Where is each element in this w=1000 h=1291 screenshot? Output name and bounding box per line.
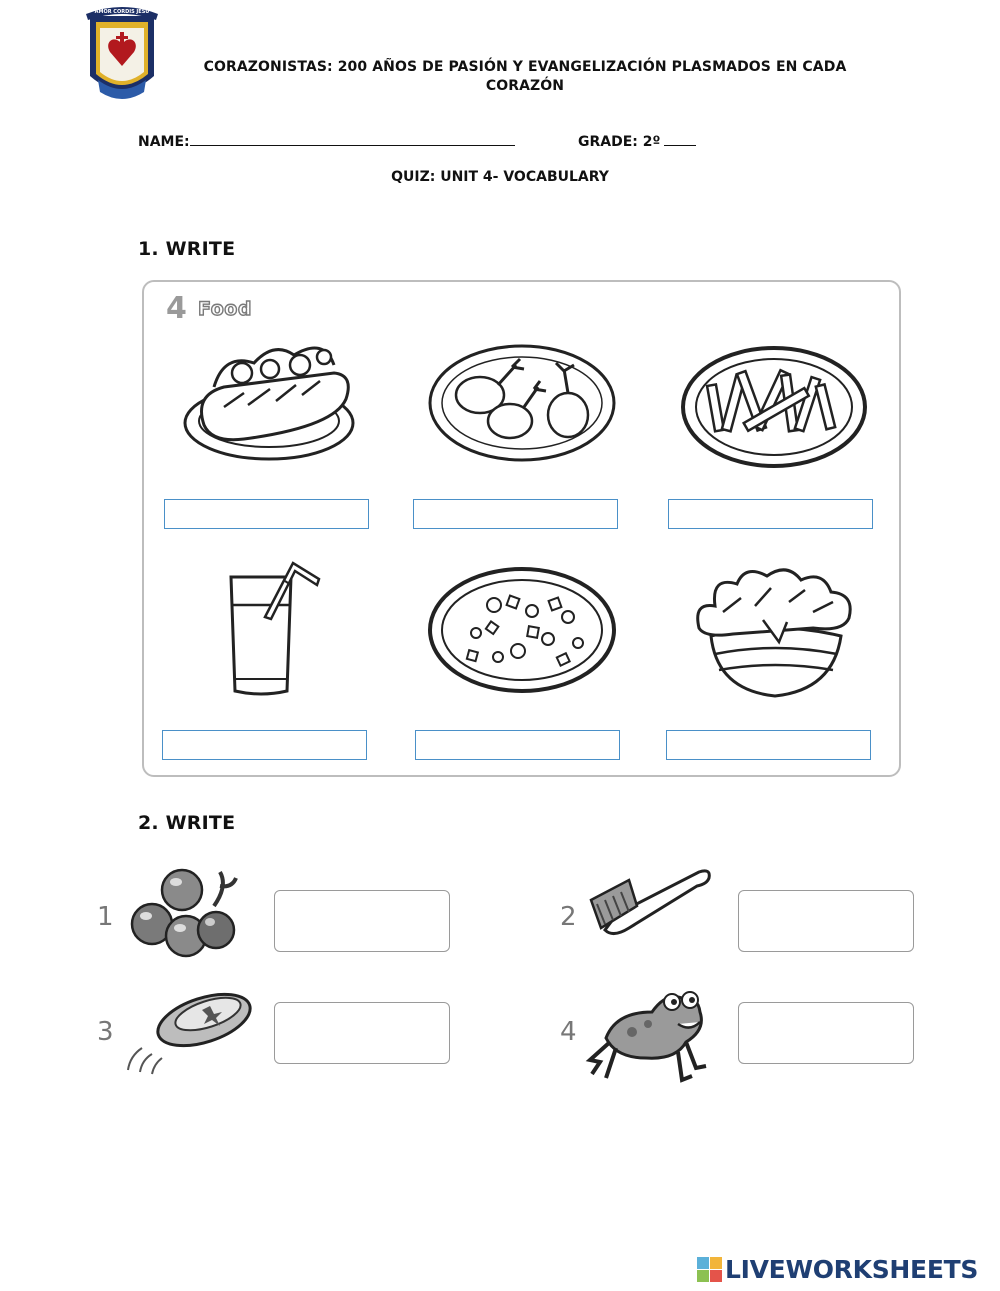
section-1-title: 1. WRITE [138, 238, 236, 260]
school-crest-logo [84, 6, 160, 106]
unit-label: Food [198, 298, 252, 320]
juice-picture [227, 557, 323, 697]
item-number-4: 4 [560, 1017, 577, 1047]
item-number-1: 1 [97, 902, 114, 932]
food-answer-5[interactable] [415, 730, 620, 760]
salad-picture [693, 562, 859, 700]
pizza-picture [428, 567, 616, 693]
liveworksheets-logo-icon [697, 1257, 723, 1283]
grade-label: GRADE: 2º [578, 134, 661, 150]
grade-blank-line[interactable] [664, 133, 696, 146]
name-blank-line[interactable] [190, 133, 515, 146]
food-answer-2[interactable] [413, 499, 618, 529]
frog-picture [586, 982, 712, 1084]
item-number-2: 2 [560, 902, 577, 932]
toothbrush-picture [587, 866, 713, 944]
food-answer-4[interactable] [162, 730, 367, 760]
fries-picture [681, 345, 867, 469]
food-answer-3[interactable] [668, 499, 873, 529]
quiz-title: QUIZ: UNIT 4- VOCABULARY [391, 169, 609, 185]
grapes-picture [128, 866, 246, 968]
food-answer-1[interactable] [164, 499, 369, 529]
write-answer-4[interactable] [738, 1002, 914, 1064]
write-answer-1[interactable] [274, 890, 450, 952]
unit-number: 4 [166, 291, 187, 326]
name-field [138, 133, 515, 150]
liveworksheets-brand[interactable]: LIVEWORKSHEETS [725, 1255, 979, 1284]
chicken-picture [428, 343, 616, 463]
item-number-3: 3 [97, 1017, 114, 1047]
food-answer-6[interactable] [666, 730, 871, 760]
frisbee-picture [120, 986, 254, 1076]
hot-dog-picture [184, 335, 359, 465]
write-answer-2[interactable] [738, 890, 914, 952]
logo-text: AMOR CORDIS JESU [94, 9, 150, 15]
header-title: CORAZONISTAS: 200 AÑOS DE PASIÓN Y EVANGELIZACIÓN PLASMADOS EN CADA CORAZÓN [203, 59, 847, 94]
grade-field [578, 133, 696, 150]
section-2-title: 2. WRITE [138, 812, 236, 834]
name-label: NAME: [138, 134, 190, 150]
write-answer-3[interactable] [274, 1002, 450, 1064]
